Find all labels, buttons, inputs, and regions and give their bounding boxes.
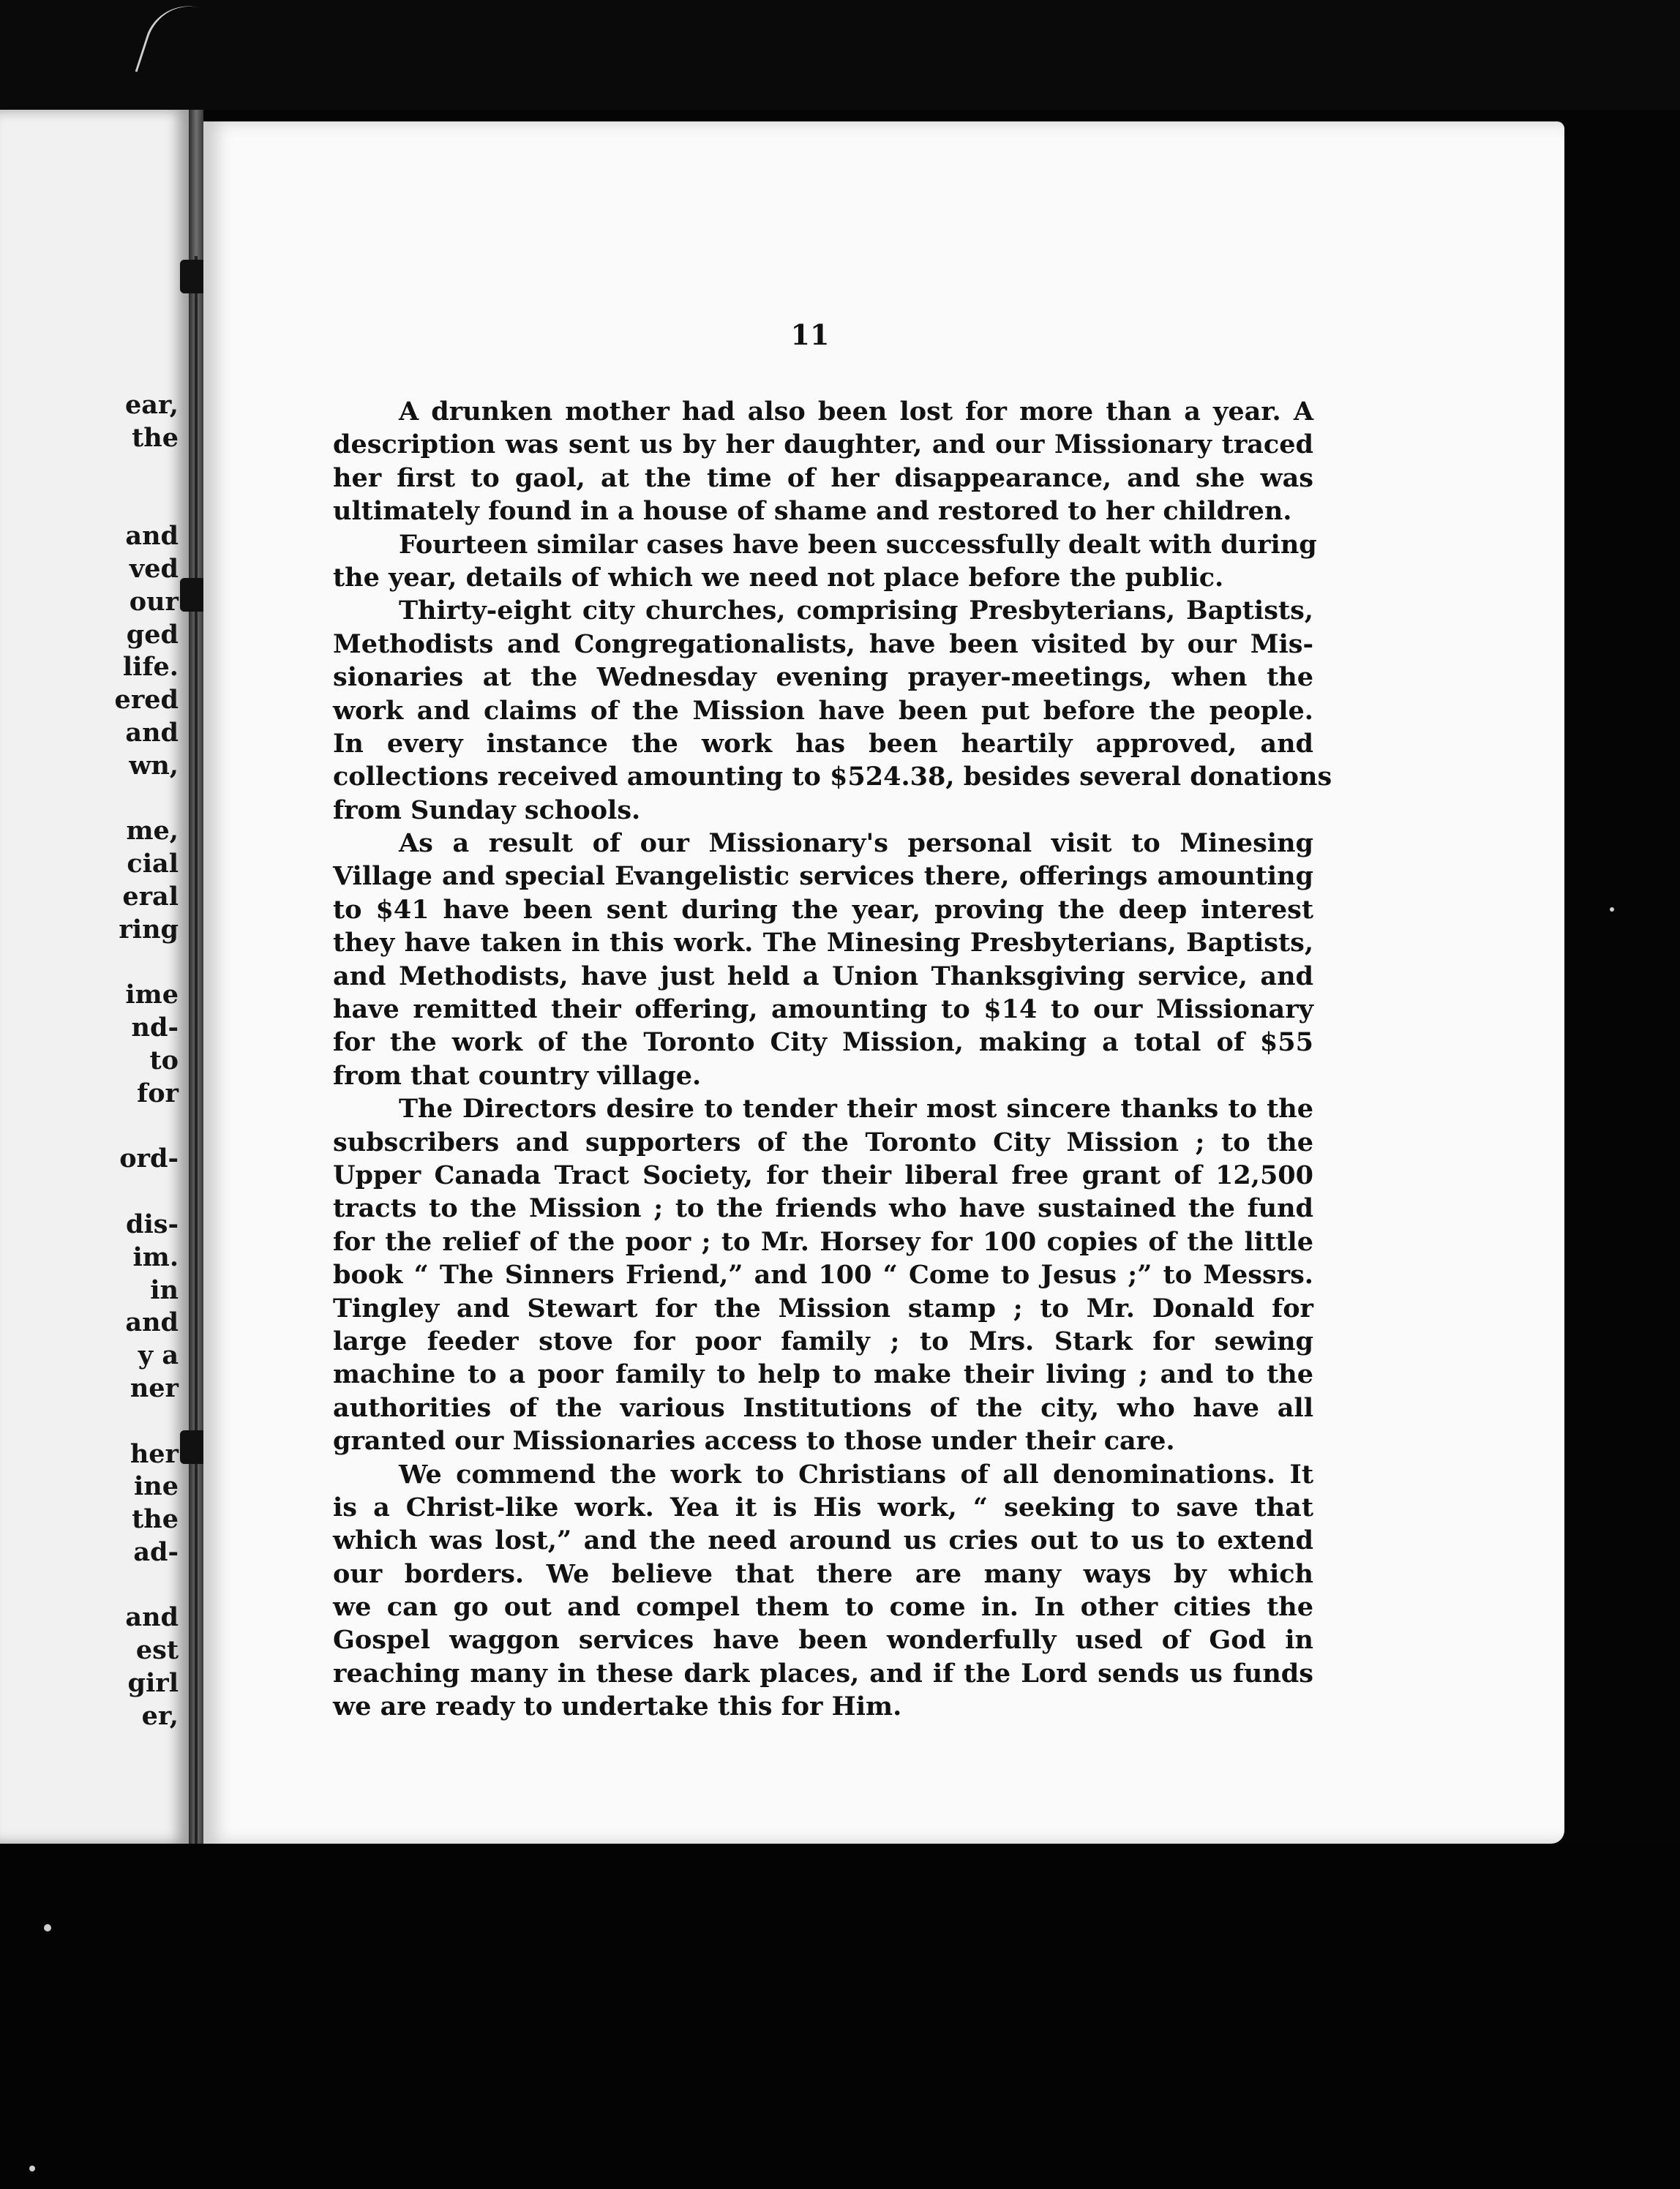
left-page-fragment: y a <box>138 1340 179 1371</box>
left-page-fragment: ved <box>129 553 179 584</box>
text-line: As a result of our Missionary's personal visit to Minesing <box>399 828 1313 859</box>
left-page-fragment: and <box>125 521 179 552</box>
left-page-fragment: for <box>137 1078 179 1108</box>
left-page-fragment: dis- <box>126 1209 179 1239</box>
text-line: to $41 have been sent during the year, proving the deep interest <box>333 894 1313 925</box>
text-line: her first to gaol, at the time of her disappearance, and she was <box>333 462 1313 493</box>
text-line: for the relief of the poor ; to Mr. Horsey for 100 copies of the little <box>333 1226 1313 1257</box>
text-line: from that country village. <box>333 1060 702 1091</box>
left-page-fragment: cial <box>127 849 179 879</box>
text-line: we are ready to undertake this for Him. <box>333 1692 902 1722</box>
paragraph <box>333 1092 1313 1457</box>
text-line: ultimately found in a house of shame and restored to her children. <box>333 496 1292 527</box>
text-line: from Sunday schools. <box>333 795 641 825</box>
text-line: work and claims of the Mission have been put before the people. <box>333 695 1313 726</box>
text-line: Upper Canada Tract Society, for their liberal free grant of 12,500 <box>333 1160 1313 1190</box>
dust-speck <box>29 2166 35 2171</box>
film-border-top <box>0 0 1680 110</box>
left-page-fragment <box>3 455 179 488</box>
left-page-fragment <box>3 1405 179 1438</box>
left-page-fragment: wn, <box>129 750 179 781</box>
left-page-fragment <box>3 1111 179 1144</box>
left-page-fragment: me, <box>126 816 179 846</box>
left-page-fragment: ad- <box>133 1536 179 1567</box>
text-line: In every instance the work has been heartily approved, and <box>333 728 1313 759</box>
text-line: reaching many in these dark places, and if the Lord sends us funds <box>333 1658 1313 1689</box>
left-page-fragment: nd- <box>131 1013 179 1043</box>
page-body-text <box>333 395 1332 1724</box>
text-line: Methodists and Congregationalists, have been visited by our Mis- <box>333 628 1313 659</box>
text-line: Gospel waggon services have been wonderfully used of God in <box>333 1625 1313 1656</box>
left-page-fragment: in <box>150 1274 179 1305</box>
left-page-fragment: the <box>132 422 179 453</box>
text-line: and Methodists, have just held a Union Thanksgiving service, and <box>333 961 1313 991</box>
text-line: we can go out and compel them to come in. In other cities the <box>333 1592 1313 1623</box>
left-page-fragment: and <box>125 1602 179 1633</box>
text-line: The Directors desire to tender their most sincere thanks to the <box>399 1094 1313 1124</box>
text-line: We commend the work to Christians of all denominations. It <box>399 1459 1313 1490</box>
text-line: subscribers and supporters of the Toronto City Mission ; to the <box>333 1127 1313 1157</box>
text-line: Village and special Evangelistic services there, offerings amounting <box>333 861 1313 892</box>
left-page-fragment: ime <box>125 980 179 1010</box>
left-page-fragment: girl <box>127 1668 179 1699</box>
left-page-fragment: eral <box>122 881 179 912</box>
film-border-bottom <box>0 1844 1680 2189</box>
text-line: which was lost,” and the need around us cries out to us to extend <box>333 1525 1313 1556</box>
text-line: authorities of the various Institutions of the city, who have all <box>333 1392 1313 1423</box>
paragraph <box>333 528 1317 595</box>
text-line: A drunken mother had also been lost for more than a year. A <box>399 397 1313 427</box>
left-page-fragment: the <box>132 1504 179 1535</box>
dust-speck <box>1610 907 1614 912</box>
paragraph <box>333 1458 1313 1724</box>
left-page-fragment: and <box>125 717 179 748</box>
text-line: the year, details of which we need not place before the public. <box>333 562 1224 593</box>
left-page-fragment: our <box>129 586 179 617</box>
left-page-fragment: ner <box>130 1373 179 1403</box>
text-line: is a Christ-like work. Yea it is His work, “ seeking to save that <box>333 1492 1313 1522</box>
paragraph <box>333 395 1313 528</box>
left-page-fragment <box>3 1176 179 1209</box>
left-page-fragment <box>3 947 179 980</box>
text-line: they have taken in this work. The Minesing Presbyterians, Baptists, <box>333 928 1313 958</box>
left-page-fragment: her <box>130 1438 179 1469</box>
text-line: for the work of the Toronto City Mission, making a total of $55 <box>333 1027 1313 1058</box>
dust-speck <box>44 1924 51 1931</box>
text-line: Fourteen similar cases have been successfully dealt with during <box>399 529 1317 560</box>
left-page-fragment: ered <box>114 685 179 716</box>
left-page-fragment: and <box>125 1307 179 1338</box>
binding-thread <box>195 256 198 1844</box>
left-page-fragment <box>3 1569 179 1602</box>
left-facing-page <box>0 110 189 1844</box>
text-line: collections received amounting to $524.38, besides several donations <box>333 762 1332 792</box>
text-line: tracts to the Mission ; to the friends who have sustained the fund <box>333 1193 1313 1224</box>
left-page-fragment: ged <box>126 619 179 650</box>
left-page-fragment: ear, <box>124 390 179 420</box>
left-page-fragment: ord- <box>119 1144 179 1174</box>
page-number: 11 <box>790 318 830 351</box>
left-page-text-fragments <box>3 389 179 1733</box>
text-line: description was sent us by her daughter, and our Missionary traced <box>333 429 1313 460</box>
left-page-fragment: er, <box>141 1700 179 1731</box>
left-page-fragment <box>3 783 179 816</box>
left-page-fragment: ine <box>133 1471 179 1502</box>
text-line: Thirty-eight city churches, comprising Presbyterians, Baptists, <box>399 596 1313 626</box>
left-page-fragment: to <box>149 1045 179 1075</box>
text-line: machine to a poor family to help to make their living ; and to the <box>333 1359 1313 1390</box>
left-page-fragment <box>3 487 179 520</box>
text-line: granted our Missionaries access to those under their care. <box>333 1426 1175 1457</box>
text-line: book “ The Sinners Friend,” and 100 “ Come to Jesus ;” to Messrs. <box>333 1260 1313 1291</box>
paragraph <box>333 827 1313 1092</box>
paragraph <box>333 594 1332 827</box>
text-line: our borders. We believe that there are many ways by which <box>333 1558 1313 1589</box>
text-line: Tingley and Stewart for the Mission stamp ; to Mr. Donald for <box>333 1293 1313 1323</box>
text-line: have remitted their offering, amounting to $14 to our Missionary <box>333 994 1313 1025</box>
left-page-fragment: ring <box>119 914 179 945</box>
text-line: large feeder stove for poor family ; to Mrs. Stark for sewing <box>333 1326 1313 1356</box>
left-page-fragment: est <box>135 1635 179 1666</box>
left-page-fragment: im. <box>132 1242 179 1272</box>
text-line: sionaries at the Wednesday evening prayer-meetings, when the <box>333 662 1313 693</box>
left-page-fragment: life. <box>122 652 179 683</box>
